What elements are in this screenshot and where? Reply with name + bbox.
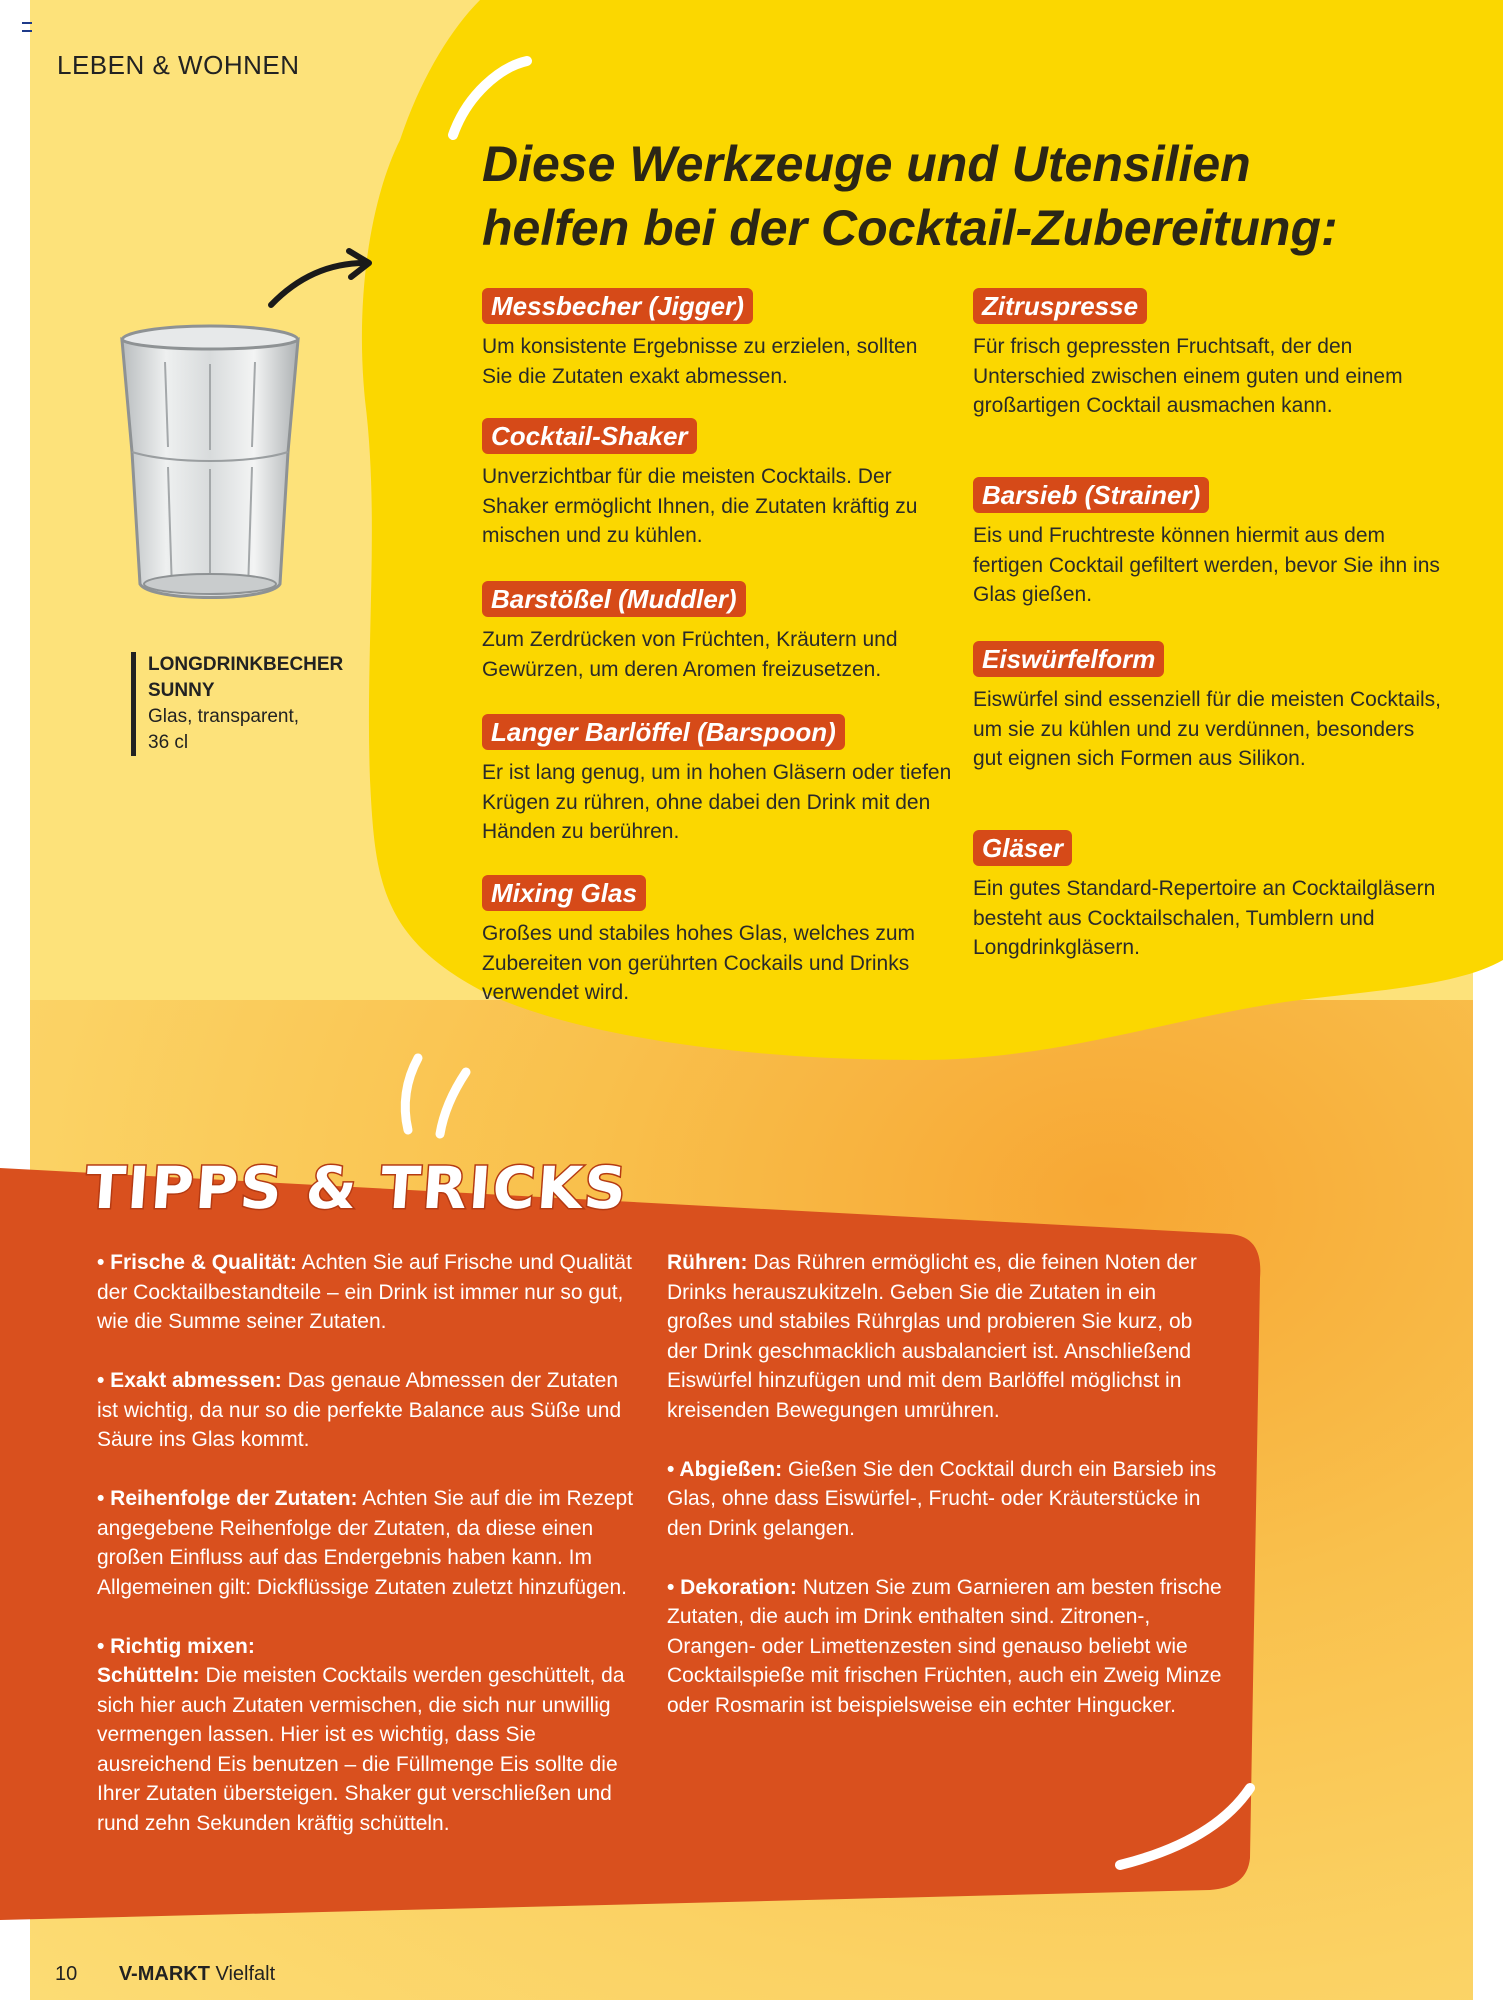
tool-item [973, 477, 1443, 610]
tip-heading: • Exakt abmessen: [97, 1369, 282, 1392]
tip-text: Achten Sie auf Frische und Qualität der Cocktailbestandteile – ein Drink ist immer nur so gut, wie die Summe seiner Zutaten. [97, 1251, 632, 1333]
tool-item [482, 288, 952, 391]
tips-column-right [667, 1248, 1222, 1750]
product-desc-line-1: Glas, transparent, [148, 706, 300, 727]
tip-subheading: Schütteln: [97, 1664, 200, 1687]
tool-label: Gläser [973, 830, 1072, 866]
tool-item [482, 875, 952, 1008]
tip-item [667, 1455, 1222, 1544]
tool-label: Eiswürfelform [973, 641, 1164, 677]
tip-item [667, 1573, 1222, 1721]
product-name-line-1: LONGDRINKBECHER [148, 654, 344, 675]
tip-heading: • Reihenfolge der Zutaten: [97, 1487, 358, 1510]
tip-item [97, 1632, 642, 1839]
tip-item [97, 1484, 642, 1602]
page-headline [482, 132, 1382, 260]
tool-description: Unverzichtbar für die meisten Cocktails. Der Shaker ermöglicht Ihnen, die Zutaten kräftig zu mischen und zu kühlen. [482, 465, 918, 547]
tool-label: Cocktail-Shaker [482, 418, 697, 454]
tool-item [482, 418, 952, 551]
tool-description: Eiswürfel sind essenziell für die meisten Cocktails, um sie zu kühlen und zu verdünnen, besonders gut eignen sich Formen aus Silikon. [973, 688, 1442, 770]
tool-item [973, 830, 1443, 963]
tool-description: Großes und stabiles hohes Glas, welches zum Zubereiten von gerührten Cockails und Drinks verwendet wird. [482, 922, 916, 1004]
tip-heading: • Dekoration: [667, 1575, 797, 1599]
tool-description: Für frisch gepressten Fruchtsaft, der den Unterschied zwischen einem guten und einem großartigen Cocktail ausmachen kann. [973, 335, 1403, 417]
tip-item [97, 1366, 642, 1455]
curved-arrow-icon [265, 245, 375, 315]
product-desc-line-2: 36 cl [148, 732, 189, 753]
section-label: LEBEN & WOHNEN [57, 50, 300, 80]
white-swoosh-decoration [1110, 1780, 1260, 1880]
footer-magazine-name: Vielfalt [215, 1963, 276, 1985]
headline-line-1: Diese Werkzeuge und Utensilien [482, 136, 1251, 192]
footer-brand: V-MARKT [118, 1963, 210, 1985]
tool-label: Langer Barlöffel (Barspoon) [482, 714, 845, 750]
page-footer [55, 1963, 275, 1986]
tool-item [973, 288, 1443, 421]
tips-column-left [97, 1248, 642, 1868]
tip-heading: Rühren: [667, 1251, 748, 1274]
tool-description: Ein gutes Standard-Repertoire an Cocktailgläsern besteht aus Cocktailschalen, Tumblern und Longdrinkgläsern. [973, 877, 1436, 959]
headline-line-2: helfen bei der Cocktail-Zubereitung: [482, 200, 1338, 256]
tool-description: Eis und Fruchtreste können hiermit aus dem fertigen Cocktail gefiltert werden, bevor Sie ihn ins Glas gießen. [973, 524, 1440, 606]
tips-title-text: TIPPS & TRICKS [83, 1154, 631, 1222]
longdrink-glass-image [110, 322, 310, 607]
tool-label: Zitruspresse [973, 288, 1147, 324]
tool-label: Messbecher (Jigger) [482, 288, 753, 324]
product-caption [131, 652, 343, 756]
tip-text: Nutzen Sie zum Garnieren am besten frische Zutaten, die auch im Drink enthalten sind. Zitronen-, Orangen- oder Limettenzesten sind genauso beliebt wie Cocktailspieße mit frischen Früchten, auch ein Zweig Minze oder Rosmarin ist beispielsweise ein echter Hingucker. [667, 1575, 1222, 1717]
page-number: 10 [55, 1963, 78, 1985]
tool-label: Barstößel (Muddler) [482, 581, 746, 617]
tip-heading: • Frische & Qualität: [97, 1251, 297, 1274]
white-swoosh-decoration [388, 1050, 498, 1140]
tool-description: Er ist lang genug, um in hohen Gläsern oder tiefen Krügen zu rühren, ohne dabei den Drink mit den Händen zu berühren. [482, 761, 952, 843]
tool-item [482, 714, 952, 847]
tip-text: Gießen Sie den Cocktail durch ein Barsieb ins Glas, ohne dass Eiswürfel-, Frucht- oder Kräuterstücke in den Drink gelangen. [667, 1457, 1217, 1540]
tip-item [97, 1248, 642, 1337]
tool-description: Um konsistente Ergebnisse zu erzielen, sollten Sie die Zutaten exakt abmessen. [482, 335, 918, 388]
tool-item [973, 641, 1443, 774]
tool-item [482, 581, 952, 684]
tip-text: Achten Sie auf die im Rezept angegebene Reihenfolge der Zutaten, da diese einen großen Einfluss auf das Endergebnis haben kann. Im Allgemeinen gilt: Dickflüssige Zutaten zuletzt hinzufügen. [97, 1487, 634, 1599]
product-name-line-2: SUNNY [148, 680, 215, 701]
tool-label: Mixing Glas [482, 875, 646, 911]
tool-label: Barsieb (Strainer) [973, 477, 1209, 513]
tip-heading: • Abgießen: [667, 1457, 783, 1481]
tips-title [83, 1130, 631, 1230]
menu-icon [22, 22, 32, 32]
tip-text: Die meisten Cocktails werden geschüttelt, da sich hier auch Zutaten vermischen, die sich nur unwillig vermengen lassen. Hier ist es wichtig, dass Sie ausreichend Eis benutzen – die Füllmenge Eis sollte die Ihrer Zutaten übersteigen. Shaker gut verschließen und rund zehn Sekunden kräftig schütteln. [97, 1664, 625, 1835]
tip-item [667, 1248, 1222, 1425]
tool-description: Zum Zerdrücken von Früchten, Kräutern und Gewürzen, um deren Aromen freizusetzen. [482, 628, 898, 681]
tip-text: Das genaue Abmessen der Zutaten ist wichtig, da nur so die perfekte Balance aus Süße und Säure ins Glas kommt. [97, 1369, 622, 1451]
tip-text: Das Rühren ermöglicht es, die feinen Noten der Drinks herauszukitzeln. Geben Sie die Zutaten in ein großes und stabiles Rührglas und probieren Sie kurz, ob der Drink geschmacklich ausbalanciert ist. Anschließend Eiswürfel hinzufügen und mit dem Barlöffel möglichst in kreisenden Bewegungen umrühren. [667, 1251, 1197, 1422]
tip-heading: • Richtig mixen: [97, 1634, 255, 1658]
